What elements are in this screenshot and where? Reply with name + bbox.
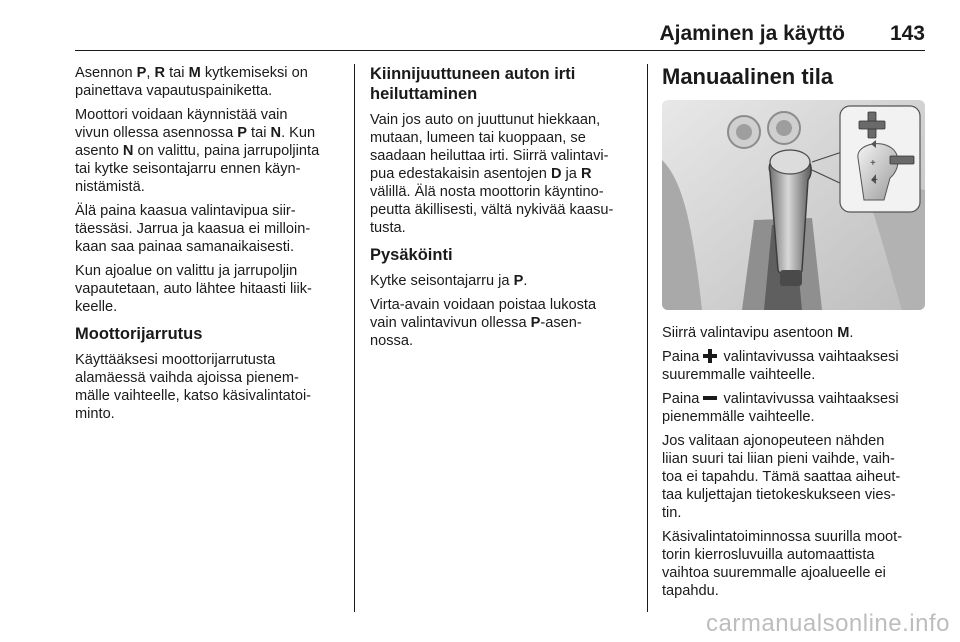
paragraph-release-button: Asennon P, R tai M kytkemiseksi on painettava vapautuspainiketta. xyxy=(75,65,308,99)
column-3 xyxy=(662,64,925,606)
heading-parking: Pysäköinti xyxy=(370,246,453,264)
paragraph-upshift: Paina valintavivussa vaihtaaksesi suuremmalle vaihteelle. xyxy=(662,349,899,383)
column-2 xyxy=(370,64,632,356)
heading-rocking-free: Kiinnijuuttuneen auton irti heiluttaminen xyxy=(370,65,576,103)
svg-text:+: + xyxy=(870,158,876,169)
minus-icon xyxy=(703,391,717,405)
minus-icon xyxy=(890,156,914,164)
column-divider-2 xyxy=(647,64,648,612)
paragraph-select-m: Siirrä valintavipu asentoon M. xyxy=(662,325,854,341)
paragraph-parking-brake: Kytke seisontajarru ja P. xyxy=(370,273,528,289)
column-divider-1 xyxy=(354,64,355,612)
gear-lever-figure xyxy=(662,100,925,310)
paragraph-drive-away: Kun ajoalue on valittu ja jarrupoljin vapautetaan, auto lähtee hitaasti liik- keelle. xyxy=(75,263,312,315)
paragraph-high-rpm: Käsivalintatoiminnossa suurilla moot- torin kierrosluvuilla automaattista vaihtoa suuremmalle ajoalueelle ei tapahdu. xyxy=(662,529,903,599)
paragraph-downshift: Paina valintavivussa vaihtaaksesi pienemmälle vaihteelle. xyxy=(662,391,899,425)
paragraph-throttle-warning: Älä paina kaasua valintavipua siir- täessäsi. Jarrua ja kaasua ei milloin- kaan saa painaa samanaikaisesti. xyxy=(75,203,311,255)
paragraph-engine-start: Moottori voidaan käynnistää vain vivun ollessa asennossa P tai N. Kun asento N on valittu, paina jarrupoljinta tai kytke seisontajarru ennen käyn- nistämistä. xyxy=(75,107,320,195)
paragraph-key-removal: Virta-avain voidaan poistaa lukosta vain valintavivun ollessa P-asen- nossa. xyxy=(370,297,597,349)
page-number: 143 xyxy=(889,22,925,45)
plus-icon xyxy=(703,349,717,363)
paragraph-engine-braking: Käyttääksesi moottorijarrutusta alamäessä vaihda ajoissa pienem- mälle vaihteelle, katso käsivalintatoi- minto. xyxy=(75,352,312,422)
watermark: carmanualsonline.info xyxy=(706,610,950,637)
header-rule xyxy=(75,50,925,51)
gear-lever-illustration xyxy=(662,100,925,310)
column-1 xyxy=(75,64,343,429)
page-header xyxy=(75,22,925,50)
svg-text:–: – xyxy=(872,174,878,185)
section-title: Ajaminen ja käyttö xyxy=(659,22,845,45)
heading-manual-mode: Manuaalinen tila xyxy=(662,64,834,89)
heading-engine-braking: Moottorijarrutus xyxy=(75,325,203,343)
paragraph-rocking-free: Vain jos auto on juuttunut hiekkaan, mutaan, lumeen tai kuoppaan, se saadaan heiluttaa irti. Siirrä valintavi- pua edestakaisin asentojen D ja R välillä. Älä nosta moottorin käyntino- peutta äkillisesti, vältä nykivää kaasu- tusta. xyxy=(370,112,614,236)
paragraph-gear-mismatch: Jos valitaan ajonopeuteen nähden liian suuri tai liian pieni vaihde, vaih- toa ei tapahdu. Tämä saattaa aiheut- taa kuljettajan tietokeskukseen vies- tin. xyxy=(662,433,901,521)
